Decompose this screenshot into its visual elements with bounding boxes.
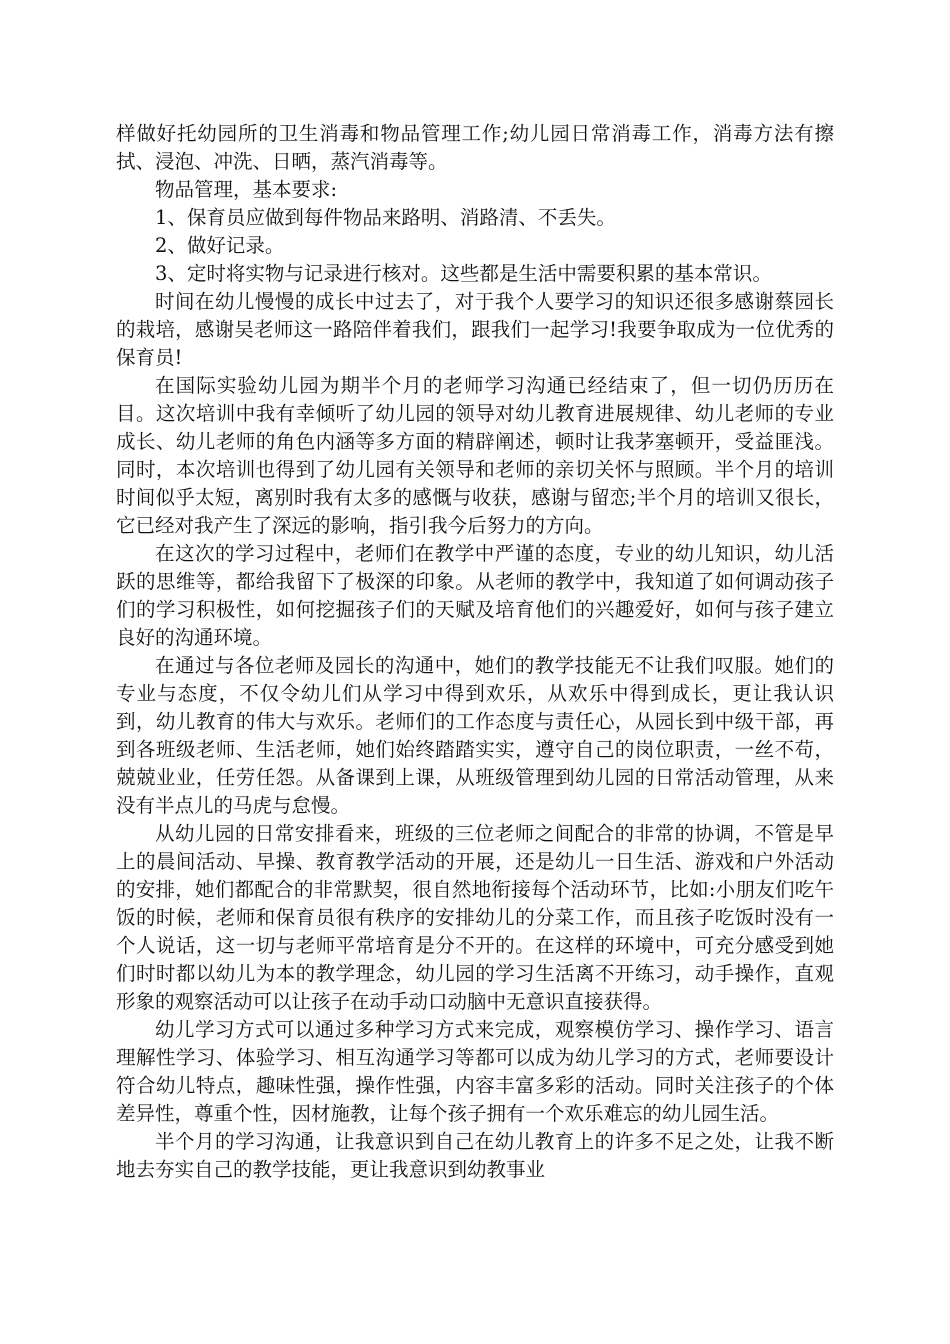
paragraph-6: 时间在幼儿慢慢的成长中过去了，对于我个人要学习的知识还很多感谢蔡园长的栽培，感谢吴老师这一路陪伴着我们，跟我们一起学习!我要争取成为一位优秀的保育员! — [116, 290, 834, 369]
paragraph-5: 3、定时将实物与记录进行核对。这些都是生活中需要积累的基本常识。 — [155, 262, 772, 285]
paragraph-11: 幼儿学习方式可以通过多种学习方式来完成，观察模仿学习、操作学习、语言理解性学习、体验学习、相互沟通学习等都可以成为幼儿学习的方式，老师要设计符合幼儿特点，趣味性强，操作性强，内容丰富多彩的活动。同时关注孩子的个体差异性，尊重个性，因材施教，让每个孩子拥有一个欢乐难忘的幼儿园生活。 — [116, 1018, 834, 1125]
paragraph-12: 半个月的学习沟通，让我意识到自己在幼儿教育上的许多不足之处，让我不断地去夯实自己的教学技能，更让我意识到幼教事业 — [116, 1130, 834, 1181]
paragraph-7: 在国际实验幼儿园为期半个月的老师学习沟通已经结束了，但一切仍历历在目。这次培训中我有幸倾听了幼儿园的领导对幼儿教育进展规律、幼儿老师的专业成长、幼儿老师的角色内涵等多方面的精辟阐述，顿时让我茅塞顿开，受益匪浅。同时，本次培训也得到了幼儿园有关领导和老师的亲切关怀与照顾。半个月的培训时间似乎太短，离别时我有太多的感慨与收获，感谢与留恋;半个月的培训又很长，它已经对我产生了深远的影响，指引我今后努力的方向。 — [116, 374, 834, 537]
paragraph-10: 从幼儿园的日常安排看来，班级的三位老师之间配合的非常的协调，不管是早上的晨间活动、早操、教育教学活动的开展，还是幼儿一日生活、游戏和户外活动的安排，她们都配合的非常默契，很自然地衔接每个活动环节，比如:小朋友们吃午饭的时候，老师和保育员很有秩序的安排幼儿的分菜工作，而且孩子吃饭时没有一个人说话，这一切与老师平常培育是分不开的。在这样的环境中，可充分感受到她们时时都以幼儿为本的教学理念，幼儿园的学习生活离不开练习，动手操作，直观形象的观察活动可以让孩子在动手动口动脑中无意识直接获得。 — [116, 822, 834, 1013]
paragraph-3: 1、保育员应做到每件物品来路明、消路清、不丢失。 — [155, 206, 616, 229]
paragraph-8: 在这次的学习过程中，老师们在教学中严谨的态度，专业的幼儿知识，幼儿活跃的思维等，都给我留下了极深的印象。从老师的教学中，我知道了如何调动孩子们的学习积极性，如何挖掘孩子们的天赋及培育他们的兴趣爱好，如何与孩子建立良好的沟通环境。 — [116, 542, 834, 649]
paragraph-2: 物品管理，基本要求: — [155, 178, 338, 201]
document-page — [116, 120, 834, 1184]
paragraph-9: 在通过与各位老师及园长的沟通中，她们的教学技能无不让我们叹服。她们的专业与态度，不仅令幼儿们从学习中得到欢乐，从欢乐中得到成长，更让我认识到，幼儿教育的伟大与欢乐。老师们的工作态度与责任心，从园长到中级干部，再到各班级老师、生活老师，她们始终踏踏实实，遵守自己的岗位职责，一丝不苟，兢兢业业，任劳任怨。从备课到上课，从班级管理到幼儿园的日常活动管理，从来没有半点儿的马虎与怠慢。 — [116, 654, 834, 817]
paragraph-4: 2、做好记录。 — [155, 234, 285, 257]
paragraph-1: 样做好托幼园所的卫生消毒和物品管理工作;幼儿园日常消毒工作，消毒方法有擦拭、浸泡、冲洗、日晒，蒸汽消毒等。 — [116, 122, 834, 173]
